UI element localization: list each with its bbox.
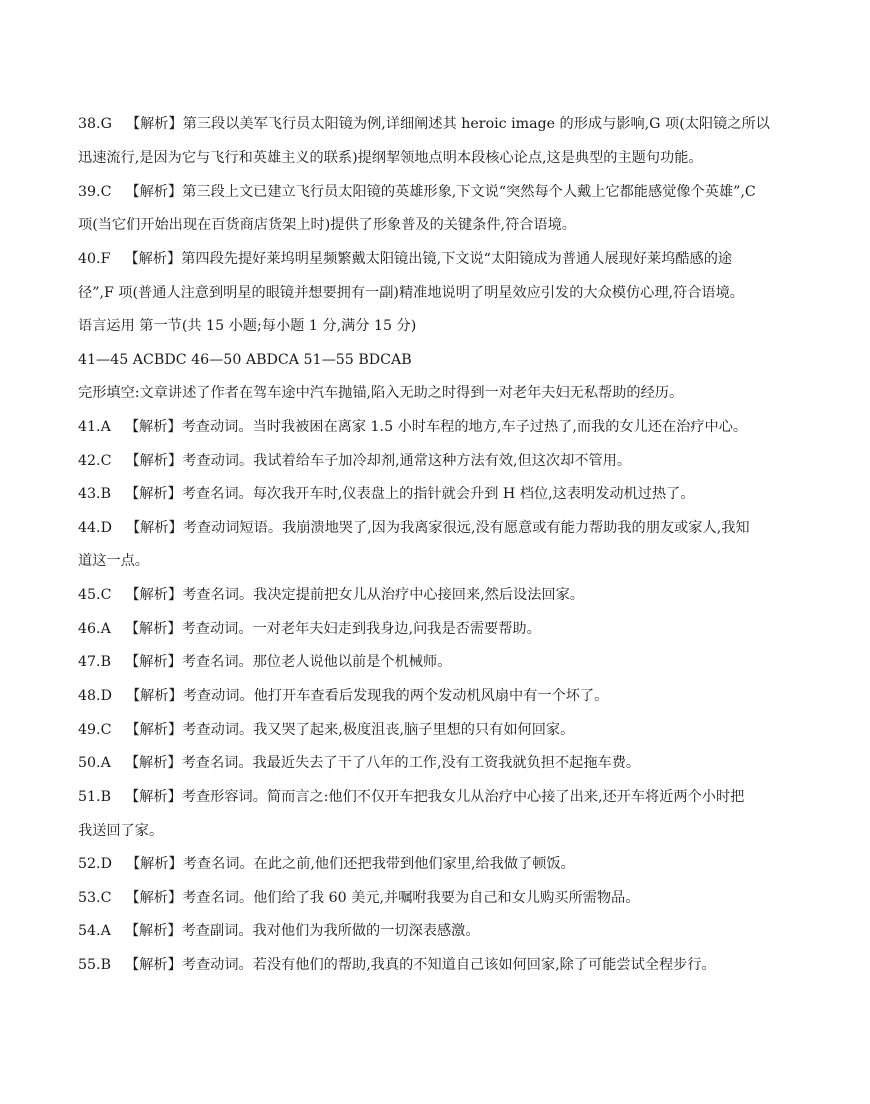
analysis-tag: 【解析】 (124, 621, 182, 637)
analysis-tag: 【解析】 (124, 755, 182, 771)
item-text: 考查动词。一对老年夫妇走到我身边,问我是否需要帮助。 (181, 621, 541, 637)
item-number: 48.D (78, 688, 112, 704)
item-text: 考查副词。我对他们为我所做的一切深表感激。 (181, 923, 480, 939)
item-52 (78, 854, 798, 874)
item-40-line-2 (78, 283, 798, 303)
item-48 (78, 686, 798, 706)
analysis-tag: 【解析】 (125, 856, 183, 872)
item-54 (78, 921, 798, 941)
item-number: 38.G (78, 116, 112, 132)
item-number: 41.A (78, 419, 111, 435)
item-text: 考查名词。他们给了我 60 美元,并嘱咐我要为自己和女儿购买所需物品。 (182, 890, 640, 906)
item-39-line-2 (78, 215, 798, 235)
item-text: 考查动词。若没有他们的帮助,我真的不知道自己该如何回家,除了可能尝试全程步行。 (181, 957, 716, 973)
analysis-tag: 【解析】 (124, 419, 182, 435)
item-text: 径”,F 项(普通人注意到明星的眼镜并想要拥有一副)精准地说明了明星效应引发的大众模仿心理,符合语境。 (78, 285, 744, 301)
item-number: 51.B (78, 789, 111, 805)
analysis-tag: 【解析】 (124, 251, 182, 267)
cloze-summary: 完形填空:文章讲述了作者在驾车途中汽车抛锚,陷入无助之时得到一对老年夫妇无私帮助的经历。 (78, 385, 684, 401)
item-38-line-1 (78, 114, 798, 134)
item-38-line-2 (78, 148, 798, 168)
item-text: 考查动词。他打开车查看后发现我的两个发动机风扇中有一个坏了。 (182, 688, 609, 704)
item-number: 45.C (78, 587, 112, 603)
analysis-tag: 【解析】 (125, 890, 183, 906)
item-number: 46.A (78, 621, 111, 637)
item-42 (78, 451, 798, 471)
item-number: 50.A (78, 755, 111, 771)
item-number: 47.B (78, 654, 111, 670)
item-39-line-1 (78, 182, 798, 202)
item-50 (78, 753, 798, 773)
analysis-tag: 【解析】 (125, 453, 183, 469)
item-number: 43.B (78, 486, 111, 502)
analysis-tag: 【解析】 (125, 957, 182, 973)
analysis-tag: 【解析】 (125, 184, 183, 200)
item-text: 考查名词。每次我开车时,仪表盘上的指针就会升到 H 档位,这表明发动机过热了。 (181, 486, 695, 502)
analysis-tag: 【解析】 (125, 520, 183, 536)
analysis-tag: 【解析】 (125, 789, 182, 805)
item-44-line-1 (78, 518, 798, 538)
analysis-tag: 【解析】 (125, 486, 182, 502)
item-46 (78, 619, 798, 639)
item-45 (78, 585, 798, 605)
analysis-tag: 【解析】 (125, 587, 183, 603)
item-text: 考查动词。我试着给车子加冷却剂,通常这种方法有效,但这次却不管用。 (182, 453, 632, 469)
analysis-tag: 【解析】 (125, 116, 183, 132)
item-text: 第三段以美军飞行员太阳镜为例,详细阐述其 heroic image 的形成与影响,G 项(太阳镜之所以 (182, 116, 770, 132)
item-text: 考查形容词。简而言之:他们不仅开车把我女儿从治疗中心接了出来,还开车将近两个小时把 (181, 789, 745, 805)
item-text: 道这一点。 (78, 553, 149, 569)
item-number: 39.C (78, 184, 112, 200)
item-text: 考查动词短语。我崩溃地哭了,因为我离家很远,没有愿意或有能力帮助我的朋友或家人,我知 (182, 520, 750, 536)
item-51-line-2 (78, 821, 798, 841)
analysis-tag: 【解析】 (124, 923, 182, 939)
analysis-tag: 【解析】 (125, 654, 182, 670)
item-41 (78, 417, 798, 437)
item-40-line-1 (78, 249, 798, 269)
item-text: 考查名词。我决定提前把女儿从治疗中心接回来,然后设法回家。 (182, 587, 584, 603)
item-number: 52.D (78, 856, 112, 872)
item-text: 考查名词。在此之前,他们还把我带到他们家里,给我做了顿饭。 (182, 856, 575, 872)
item-text: 第四段先提好莱坞明星频繁戴太阳镜出镜,下文说“太阳镜成为普通人展现好莱坞酷感的途 (181, 251, 733, 267)
item-text: 我送回了家。 (78, 823, 164, 839)
item-text: 迅速流行,是因为它与飞行和英雄主义的联系)提纲挈领地点明本段核心论点,这是典型的主题句功能。 (78, 150, 703, 166)
item-number: 40.F (78, 251, 111, 267)
item-text: 第三段上文已建立飞行员太阳镜的英雄形象,下文说“突然每个人戴上它都能感觉像个英雄”,C (182, 184, 756, 200)
item-text: 考查名词。那位老人说他以前是个机械师。 (181, 654, 452, 670)
item-number: 53.C (78, 890, 112, 906)
analysis-tag: 【解析】 (125, 688, 183, 704)
item-number: 55.B (78, 957, 111, 973)
item-53 (78, 888, 798, 908)
item-text: 考查动词。当时我被困在离家 1.5 小时车程的地方,车子过热了,而我的女儿还在治疗中心。 (181, 419, 748, 435)
item-49 (78, 720, 798, 740)
item-47 (78, 652, 798, 672)
item-number: 49.C (78, 722, 112, 738)
item-text: 考查名词。我最近失去了干了八年的工作,没有工资我就负担不起拖车费。 (181, 755, 641, 771)
section-title: 语言运用 第一节(共 15 小题;每小题 1 分,满分 15 分) (78, 318, 417, 334)
item-43 (78, 484, 798, 504)
item-number: 54.A (78, 923, 111, 939)
item-55 (78, 955, 798, 975)
item-text: 项(当它们开始出现在百货商店货架上时)提供了形象普及的关键条件,符合语境。 (78, 217, 576, 233)
item-51-line-1 (78, 787, 798, 807)
item-text: 考查动词。我又哭了起来,极度沮丧,脑子里想的只有如何回家。 (182, 722, 575, 738)
item-number: 44.D (78, 520, 112, 536)
analysis-tag: 【解析】 (125, 722, 183, 738)
item-44-line-2 (78, 551, 798, 571)
item-number: 42.C (78, 453, 112, 469)
answer-key: 41—45 ACBDC 46—50 ABDCA 51—55 BDCAB (78, 352, 412, 368)
